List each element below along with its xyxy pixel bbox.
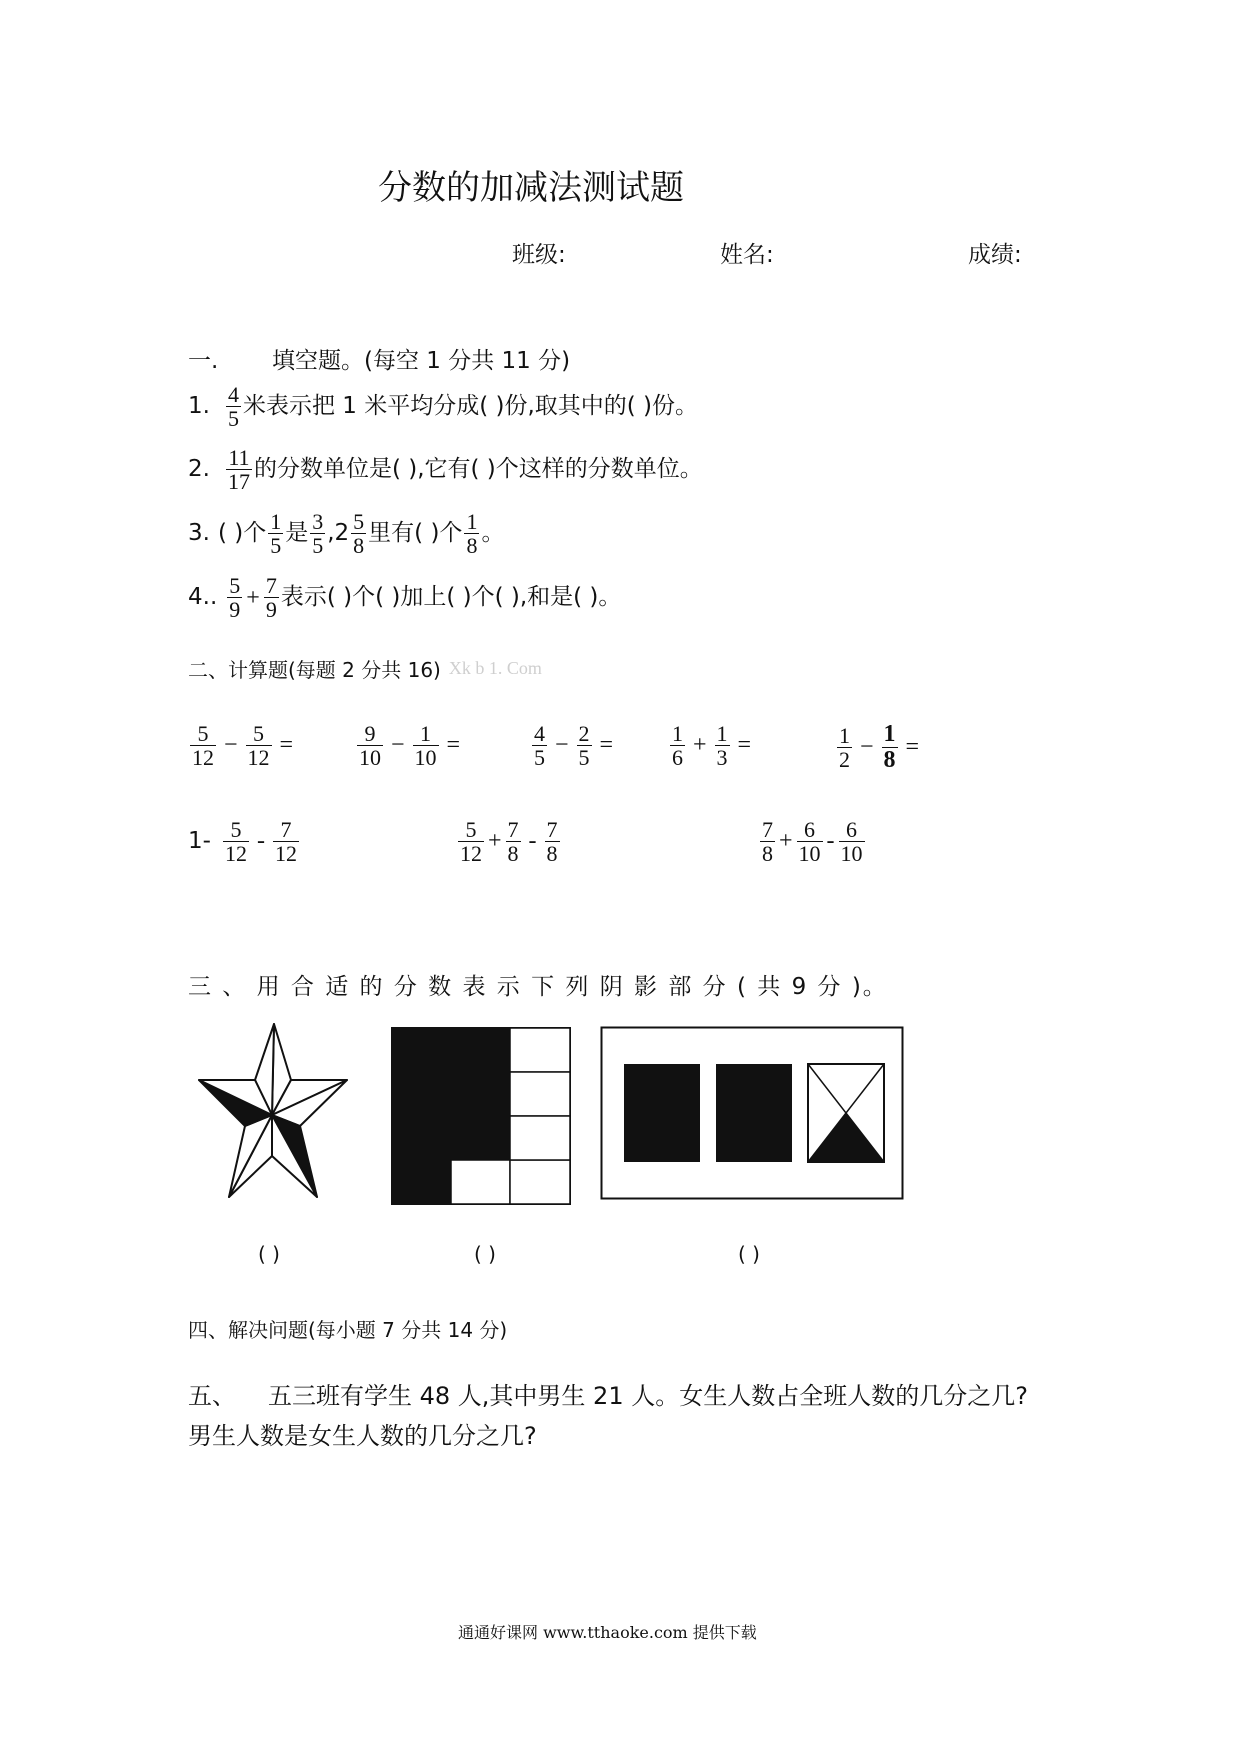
calc2-b-numerator: 1 (420, 721, 432, 746)
calc7-operator-1: + (488, 828, 502, 855)
calc2-operator: − (391, 732, 405, 759)
q4-f1-denominator: 9 (229, 597, 241, 623)
grid-cell-white (510, 1160, 570, 1204)
section3-heading: 三 、 用 合 适 的 分 数 表 示 下 列 阴 影 部 分 ( 共 9 分 )。 (188, 974, 888, 1000)
calc3-operator: − (555, 732, 569, 759)
calc3-fraction-b (577, 722, 592, 769)
answer-blank-boxes[interactable]: ( ) (738, 1242, 760, 1266)
calc4-operator: + (693, 732, 707, 759)
calc2-a-numerator: 9 (364, 721, 376, 746)
calc7-c-numerator: 7 (546, 817, 558, 842)
calc2-fraction-a (357, 722, 383, 769)
calc1-fraction-a (190, 722, 216, 769)
calc1-a-numerator: 5 (197, 721, 209, 746)
q3-text-2: 是 (285, 520, 309, 547)
q3-f1-denominator: 5 (270, 533, 282, 559)
q3-text-4: 里有( )个 (368, 520, 463, 547)
calc1-operator: − (224, 732, 238, 759)
calc5-fraction-a (837, 724, 852, 771)
calc-item-3 (530, 722, 619, 769)
calc7-a-numerator: 5 (465, 817, 477, 842)
section4-heading: 四、解决问题(每小题 7 分共 14 分) (188, 1318, 508, 1342)
calc1-equals: = (279, 732, 294, 759)
answer-blank-grid[interactable]: ( ) (474, 1242, 496, 1266)
calc6-fraction-b (273, 818, 299, 865)
section5-line-2: 男生人数是女生人数的几分之几? (188, 1422, 537, 1450)
calc6-a-denominator: 12 (224, 841, 247, 867)
q3-fraction-2 (310, 510, 325, 557)
calc-item-1 (188, 722, 299, 769)
calc8-c-numerator: 6 (846, 817, 858, 842)
q3-f2-denominator: 5 (312, 533, 324, 559)
calc-item-8 (758, 818, 867, 865)
grid-cell-white (510, 1072, 570, 1116)
calc3-b-denominator: 5 (578, 745, 590, 771)
calc7-operator-2: - (528, 828, 537, 855)
section1-heading: 填空题。(每空 1 分共 11 分) (272, 348, 571, 374)
q1-number: 1. (188, 393, 210, 420)
calc6-prefix: 1- (188, 828, 211, 855)
q3-text-1: ( )个 (217, 520, 267, 547)
calc1-b-denominator: 12 (247, 745, 270, 771)
section2-heading: 二、计算题(每题 2 分共 16) (188, 658, 441, 682)
q3-f2-numerator: 3 (312, 509, 324, 534)
calc8-fraction-b (797, 818, 823, 865)
calc5-b-numerator: 1 (883, 721, 896, 747)
boxes-figure (600, 1026, 904, 1200)
calc7-a-denominator: 12 (460, 841, 482, 867)
q3-fraction-1 (268, 510, 283, 557)
calc5-operator: − (860, 734, 874, 761)
calc8-fraction-a (760, 818, 775, 865)
calc6-a-numerator: 5 (230, 817, 242, 842)
calc8-operator-2: - (826, 828, 835, 855)
section5-line-1: 五三班有学生 48 人,其中男生 21 人。女生人数占全班人数的几分之几? (268, 1382, 1028, 1410)
calc4-fraction-a (670, 722, 685, 769)
calc2-fraction-b (413, 722, 439, 769)
section2-heading-row (188, 654, 542, 683)
calc-item-2 (355, 722, 466, 769)
footer-text: 通通好课网 www.tthaoke.com 提供下载 (458, 1623, 757, 1642)
class-label: 班级: (512, 242, 566, 268)
calc6-operator: - (256, 828, 265, 855)
section2-watermark: Xk b 1. Com (448, 658, 542, 678)
section5-number: 五、 (188, 1382, 236, 1410)
question-1 (188, 383, 698, 430)
calc7-fraction-a (458, 818, 484, 865)
q3-f3-denominator: 8 (353, 533, 365, 559)
calc8-c-denominator: 10 (840, 841, 863, 867)
question-2 (188, 446, 703, 493)
rectangle-grid-figure (390, 1026, 572, 1206)
calc-item-5 (835, 722, 925, 773)
calc2-b-denominator: 10 (414, 745, 437, 771)
q3-fraction-4 (464, 510, 479, 557)
page-title: 分数的加减法测试题 (378, 168, 684, 208)
q4-text: 表示( )个( )加上( )个( ),和是( )。 (280, 584, 622, 611)
calc5-a-numerator: 1 (839, 723, 850, 749)
calc7-c-denominator: 8 (546, 841, 558, 867)
calc3-equals: = (599, 732, 614, 759)
calc6-fraction-a (223, 818, 249, 865)
calc4-b-numerator: 1 (716, 721, 728, 746)
calc4-b-denominator: 3 (716, 745, 728, 771)
calc-item-6 (188, 818, 301, 865)
answer-blank-star[interactable]: ( ) (258, 1242, 280, 1266)
calc7-fraction-b (506, 818, 521, 865)
name-label: 姓名: (720, 242, 774, 268)
box-shaded-1 (624, 1064, 700, 1162)
calc1-a-denominator: 12 (192, 745, 214, 771)
calc5-b-denominator: 8 (883, 747, 896, 774)
calc3-b-numerator: 2 (578, 721, 590, 746)
q2-denominator: 17 (227, 469, 250, 495)
calc2-equals: = (446, 732, 461, 759)
calc7-b-numerator: 7 (507, 817, 519, 842)
q2-text: 的分数单位是( ),它有( )个这样的分数单位。 (253, 456, 703, 483)
q3-text-3: ,2 (327, 520, 350, 547)
q4-operator: + (246, 584, 260, 611)
q4-f1-numerator: 5 (229, 573, 241, 598)
section1-number: 一. (188, 348, 219, 374)
q2-fraction (226, 446, 252, 493)
q4-number: 4.. (188, 584, 218, 611)
q3-fraction-3 (351, 510, 366, 557)
calc8-a-denominator: 8 (762, 841, 773, 867)
calc7-fraction-c (545, 818, 560, 865)
q3-number: 3. (188, 520, 210, 547)
grid-cell-white (510, 1116, 570, 1160)
q1-text: 米表示把 1 米平均分成( )份,取其中的( )份。 (242, 393, 699, 420)
calc1-b-numerator: 5 (253, 721, 265, 746)
calc5-fraction-b (882, 722, 898, 773)
q2-number: 2. (188, 456, 210, 483)
calc-item-7 (456, 818, 562, 865)
calc5-equals: = (905, 734, 920, 761)
calc8-b-numerator: 6 (804, 817, 816, 842)
calc8-operator-1: + (779, 828, 793, 855)
calc8-fraction-c (839, 818, 865, 865)
q3-f4-numerator: 1 (466, 509, 478, 534)
calc7-b-denominator: 8 (507, 841, 519, 867)
calc4-a-denominator: 6 (672, 745, 683, 771)
question-3 (188, 510, 504, 557)
calc4-a-numerator: 1 (672, 721, 683, 746)
box-shaded-2 (716, 1064, 792, 1162)
calc4-equals: = (737, 732, 752, 759)
calc6-b-denominator: 12 (274, 841, 297, 867)
calc2-a-denominator: 10 (359, 745, 381, 771)
q1-denominator: 5 (227, 406, 239, 432)
grid-cell-white (451, 1160, 510, 1204)
calc4-fraction-b (715, 722, 730, 769)
calc1-fraction-b (246, 722, 272, 769)
q3-f3-numerator: 5 (353, 509, 365, 534)
grid-cell-white (510, 1028, 570, 1072)
score-label: 成绩: (968, 242, 1022, 268)
q4-fraction-1 (227, 574, 242, 621)
q3-text-5: 。 (481, 520, 505, 547)
q4-f2-denominator: 9 (265, 597, 277, 623)
calc3-fraction-a (532, 722, 547, 769)
q1-numerator: 4 (227, 382, 239, 407)
q2-numerator: 11 (228, 445, 250, 470)
question-4 (188, 574, 621, 621)
q3-f4-denominator: 8 (466, 533, 478, 559)
q4-f2-numerator: 7 (265, 573, 277, 598)
q4-fraction-2 (264, 574, 279, 621)
calc5-a-denominator: 2 (839, 747, 850, 773)
calc8-a-numerator: 7 (762, 817, 773, 842)
q3-f1-numerator: 1 (270, 509, 282, 534)
calc6-b-numerator: 7 (280, 817, 292, 842)
q1-fraction (226, 383, 241, 430)
calc8-b-denominator: 10 (798, 841, 821, 867)
star-figure (196, 1022, 350, 1208)
calc-item-4 (668, 722, 757, 769)
calc3-a-numerator: 4 (534, 721, 545, 746)
calc3-a-denominator: 5 (534, 745, 545, 771)
